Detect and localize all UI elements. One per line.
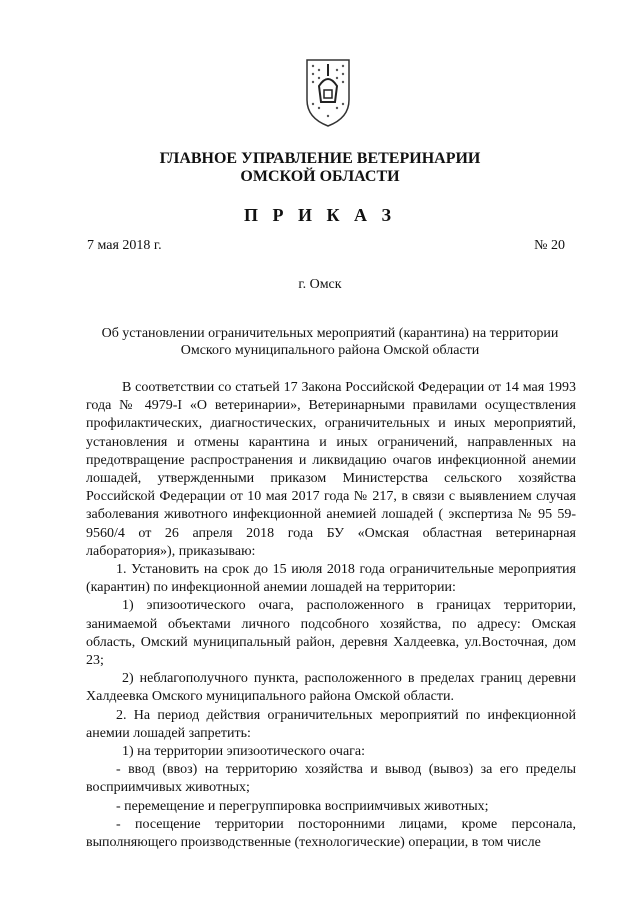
order-subitem: 1) на территории эпизоотического очага: xyxy=(122,744,366,760)
coat-of-arms-emblem xyxy=(297,56,359,130)
order-subitem: 2) неблагополучного пункта, расположенного в пределах границ деревни Халдеевка Омского муниципального района Омской области. xyxy=(86,671,576,705)
document-title xyxy=(60,325,600,359)
organization-region: ОМСКОЙ ОБЛАСТИ xyxy=(240,168,400,185)
order-item-1: 1. Установить на срок до 15 июля 2018 года ограничительные мероприятия (карантин) по инфекционной анемии лошадей на территории: xyxy=(86,562,576,596)
document-body xyxy=(86,379,576,852)
document-date: 7 мая 2018 г. xyxy=(87,238,162,253)
title-line: Об установлении ограничительных мероприятий (карантина) на территории xyxy=(101,326,559,341)
restriction-item: - посещение территории посторонними лицами, кроме персонала, выполняющего производственные (технологические) операции, в том числе xyxy=(86,816,576,851)
restriction-item: - ввод (ввоз) на территорию хозяйства и вывод (вывоз) за его пределы восприимчивых животных; xyxy=(86,762,576,796)
document-number: № 20 xyxy=(534,238,565,253)
preamble-paragraph: В соответствии со статьей 17 Закона Российской Федерации от 14 мая 1993 года № 4979-I «О ветеринарии», Ветеринарными правилами осуществления профилактических, диагностических, ограничительных и иных мероприятий, установления и отмены карантина и иных ограничений, направленных на предотвращение распространения и ликвидацию очагов инфекционной анемии лошадей, утвержденными приказом Министерства сельского хозяйства Российской Федерации от 10 мая 2017 года № 217, в связи с выявлением случая заболевания животного инфекционной анемией лошадей ( экспертиза № 95 59-9560/4 от 26 апреля 2018 года БУ «Омская областная ветеринарная лаборатория»), приказываю: xyxy=(86,380,576,559)
organization-name: ГЛАВНОЕ УПРАВЛЕНИЕ ВЕТЕРИНАРИИ xyxy=(159,150,481,167)
restriction-item: - перемещение и перегруппировка восприимчивых животных; xyxy=(116,798,489,814)
order-subitem: 1) эпизоотического очага, расположенного в границах территории, занимаемой объектами личного подсобного хозяйства, по адресу: Омская область, Омский муниципальный район, деревня Халдеевка, ул.Восточная, дом 23; xyxy=(86,598,576,669)
title-line: Омского муниципального района Омской области xyxy=(180,343,480,358)
document-type: П Р И К А З xyxy=(243,205,397,225)
document-city: г. Омск xyxy=(298,277,342,292)
order-item-2: 2. На период действия ограничительных мероприятий по инфекционной анемии лошадей запретить: xyxy=(86,707,576,741)
